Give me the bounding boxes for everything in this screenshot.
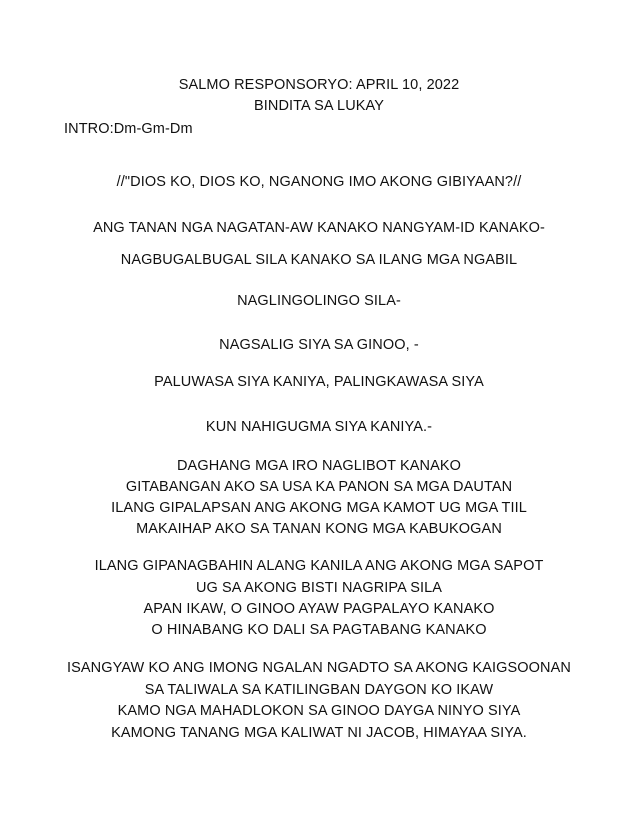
verse-line: NAGSALIG SIYA SA GINOO, - — [219, 337, 419, 353]
verse-line: UG SA AKONG BISTI NAGRIPA SILA — [195, 580, 443, 596]
refrain-line: //"DIOS KO, DIOS KO, NGANONG IMO AKONG GIBIYAAN?// — [116, 174, 522, 190]
verse-line: KAMONG TANANG MGA KALIWAT NI JACOB, HIMAYAA SIYA. — [111, 725, 527, 741]
verse-line: KUN NAHIGUGMA SIYA KANIYA.- — [205, 419, 433, 435]
verse-line: MAKAIHAP AKO SA TANAN KONG MGA KABUKOGAN — [136, 521, 502, 537]
verse-line: ILANG GIPALAPSAN ANG AKONG MGA KAMOT UG MGA TIIL — [111, 500, 527, 516]
verse-line: ANG TANAN NGA NAGATAN-AW KANAKO NANGYAM-ID KANAKO- — [93, 220, 545, 236]
verse-line: SA TALIWALA SA KATILINGBAN DAYGON KO IKAW — [144, 682, 494, 698]
verse-line: O HINABANG KO DALI SA PAGTABANG KANAKO — [151, 622, 487, 638]
verse-line: DAGHANG MGA IRO NAGLIBOT KANAKO — [176, 458, 462, 474]
document-title: SALMO RESPONSORYO: APRIL 10, 2022 — [178, 77, 460, 93]
document-subtitle: BINDITA SA LUKAY — [254, 98, 384, 114]
verse-line: NAGBUGALBUGAL SILA KANAKO SA ILANG MGA NGABIL — [120, 252, 518, 268]
verse-line: ILANG GIPANAGBAHIN ALANG KANILA ANG AKONG MGA SAPOT — [94, 558, 544, 574]
verse-line: NAGLINGOLINGO SILA- — [237, 293, 401, 309]
verse-line: GITABANGAN AKO SA USA KA PANON SA MGA DAUTAN — [125, 479, 513, 495]
verse-line: APAN IKAW, O GINOO AYAW PAGPALAYO KANAKO — [143, 601, 495, 617]
intro-chords: INTRO:Dm-Gm-Dm — [64, 121, 193, 137]
verse-line: KAMO NGA MAHADLOKON SA GINOO DAYGA NINYO SIYA — [117, 703, 521, 719]
verse-line: ISANGYAW KO ANG IMONG NGALAN NGADTO SA AKONG KAIGSOONAN — [67, 660, 571, 676]
verse-line: PALUWASA SIYA KANIYA, PALINGKAWASA SIYA — [154, 374, 484, 390]
